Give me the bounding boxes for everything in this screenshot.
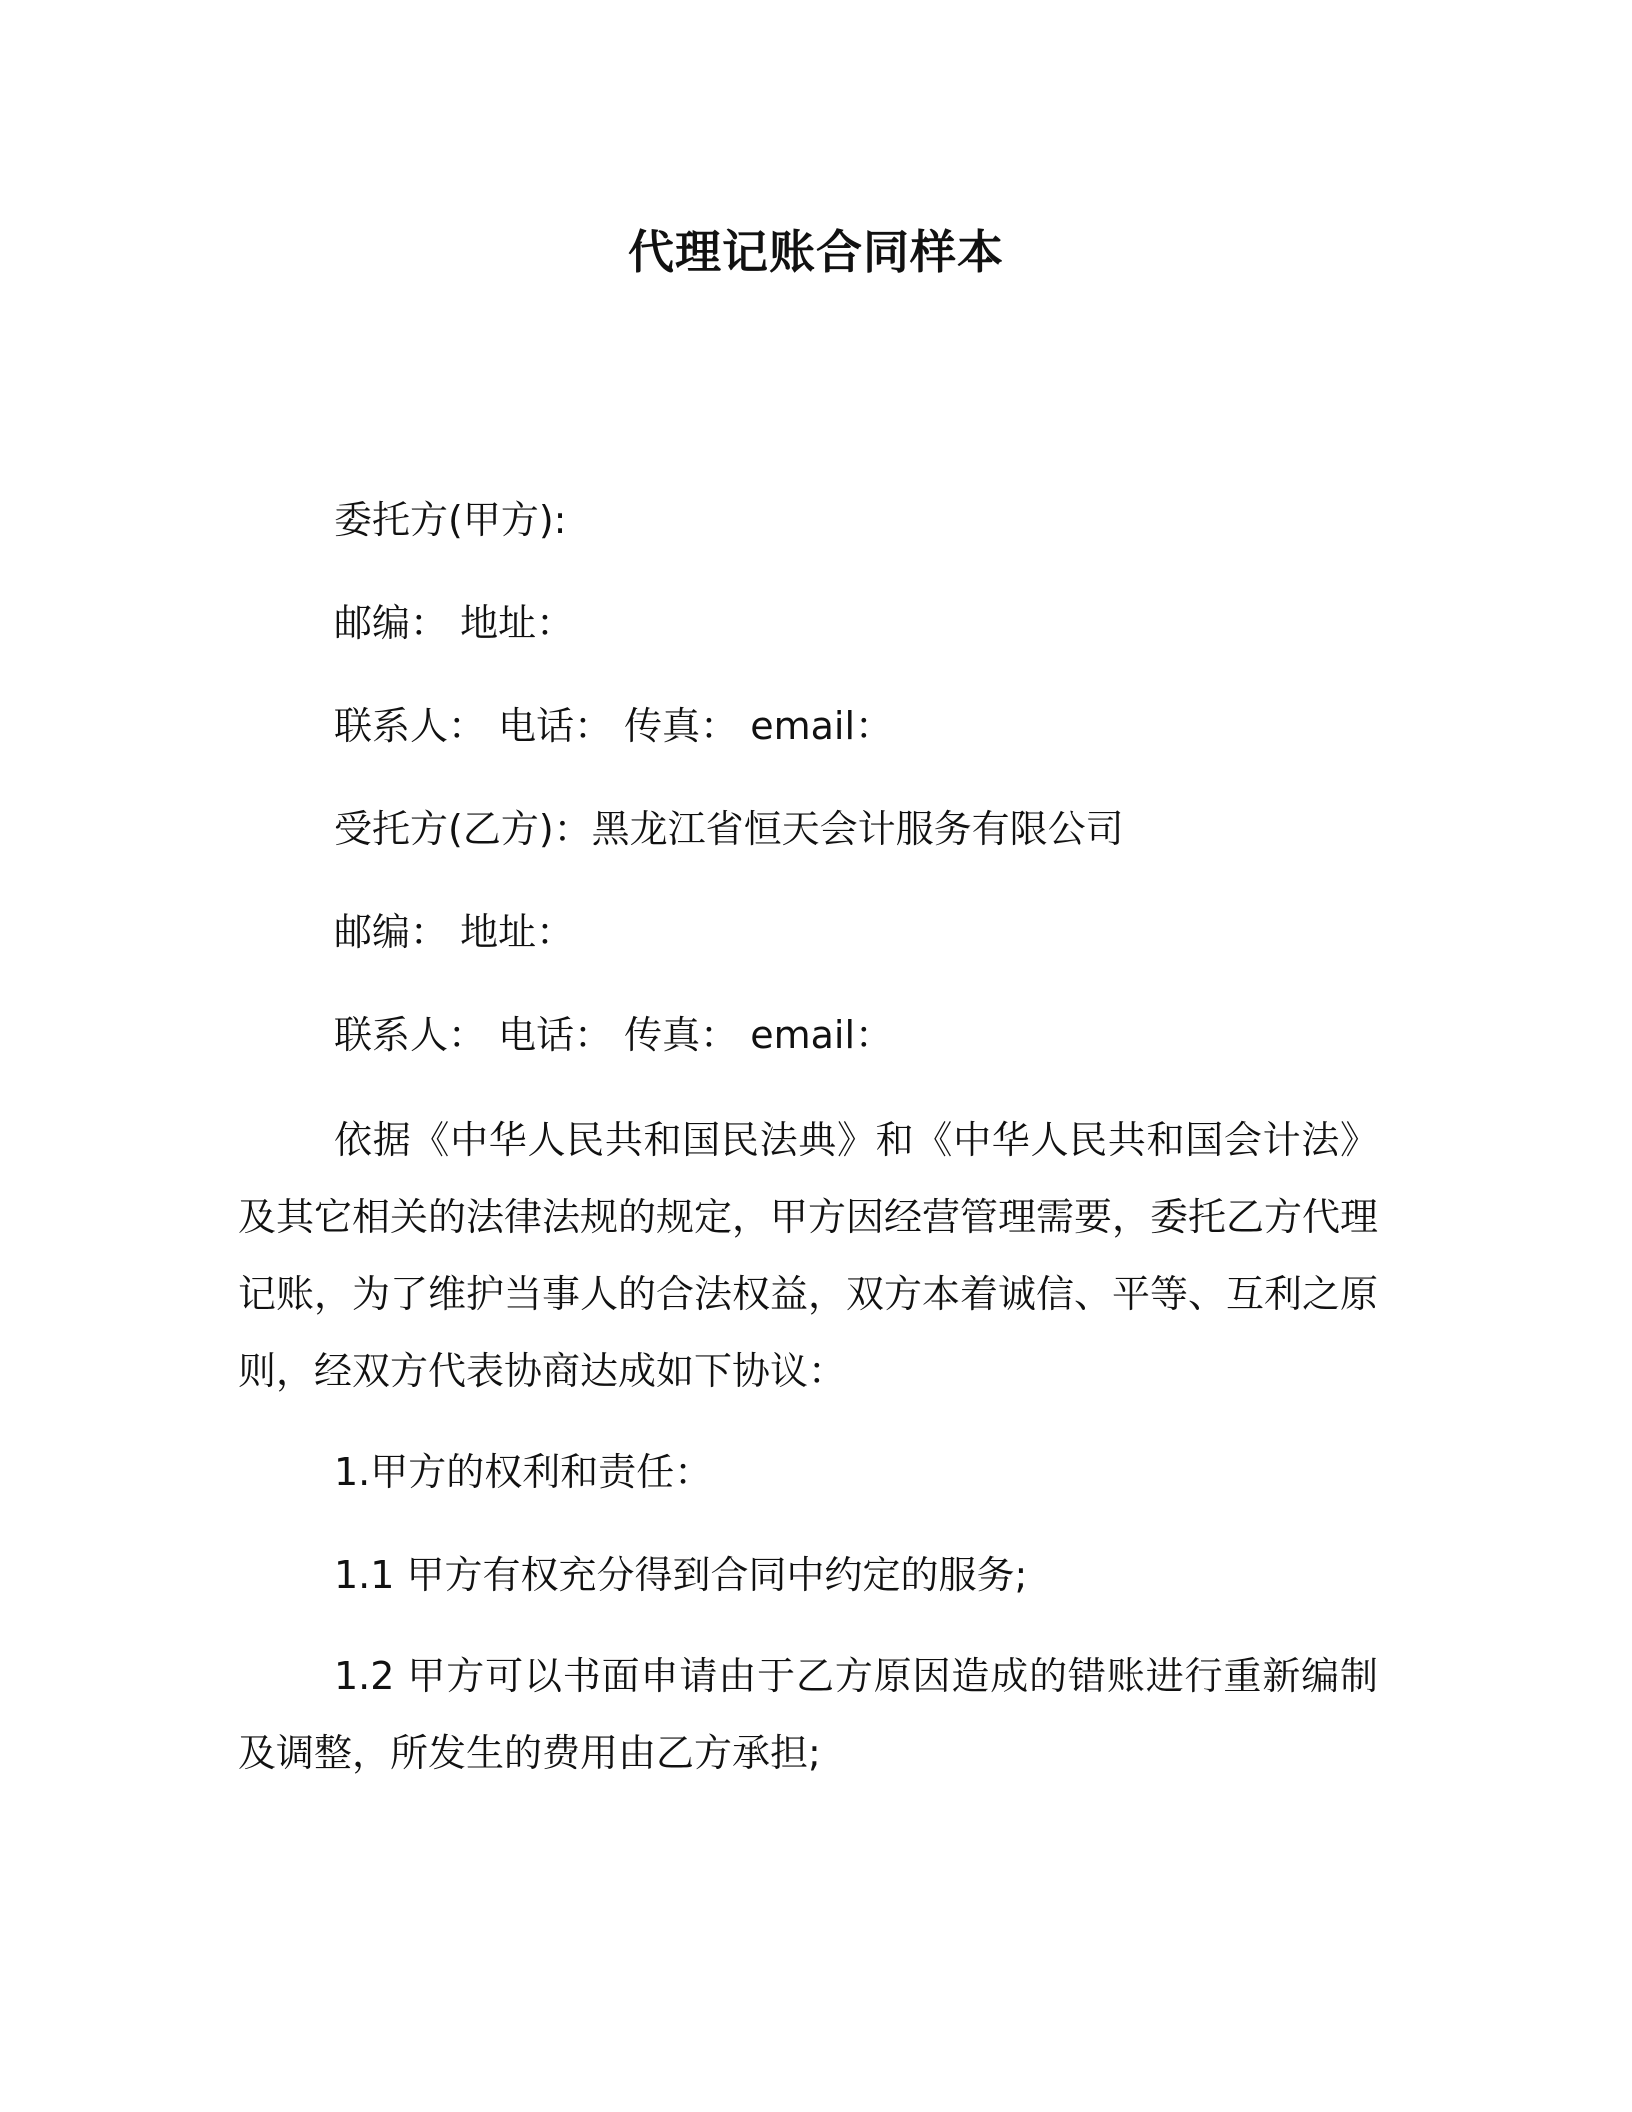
preamble-paragraph: 依据《中华人民共和国民法典》和《中华人民共和国会计法》及其它相关的法律法规的规定，甲方因经营管理需要，委托乙方代理记账，为了维护当事人的合法权益，双方本着诚信、平等、互利之原则，经双方代表协商达成如下协议： — [238, 1118, 1379, 1393]
party-a-postal-address: 邮编： 地址： — [334, 601, 575, 645]
party-b-postal-address: 邮编： 地址： — [334, 910, 575, 954]
section-1-heading: 1.甲方的权利和责任： — [334, 1450, 713, 1494]
party-a-contact: 联系人： 电话： 传真： email： — [334, 704, 894, 748]
party-b-label: 受托方(乙方)：黑龙江省恒天会计服务有限公司 — [334, 807, 1124, 851]
document-title: 代理记账合同样本 — [628, 225, 1004, 279]
party-a-label: 委托方(甲方): — [334, 498, 567, 542]
clause-1-1: 1.1 甲方有权充分得到合同中约定的服务; — [334, 1553, 1028, 1597]
clause-1-2: 1.2 甲方可以书面申请由于乙方原因造成的错账进行重新编制及调整，所发生的费用由乙方承担; — [238, 1654, 1378, 1775]
party-b-contact: 联系人： 电话： 传真： email： — [334, 1013, 894, 1057]
